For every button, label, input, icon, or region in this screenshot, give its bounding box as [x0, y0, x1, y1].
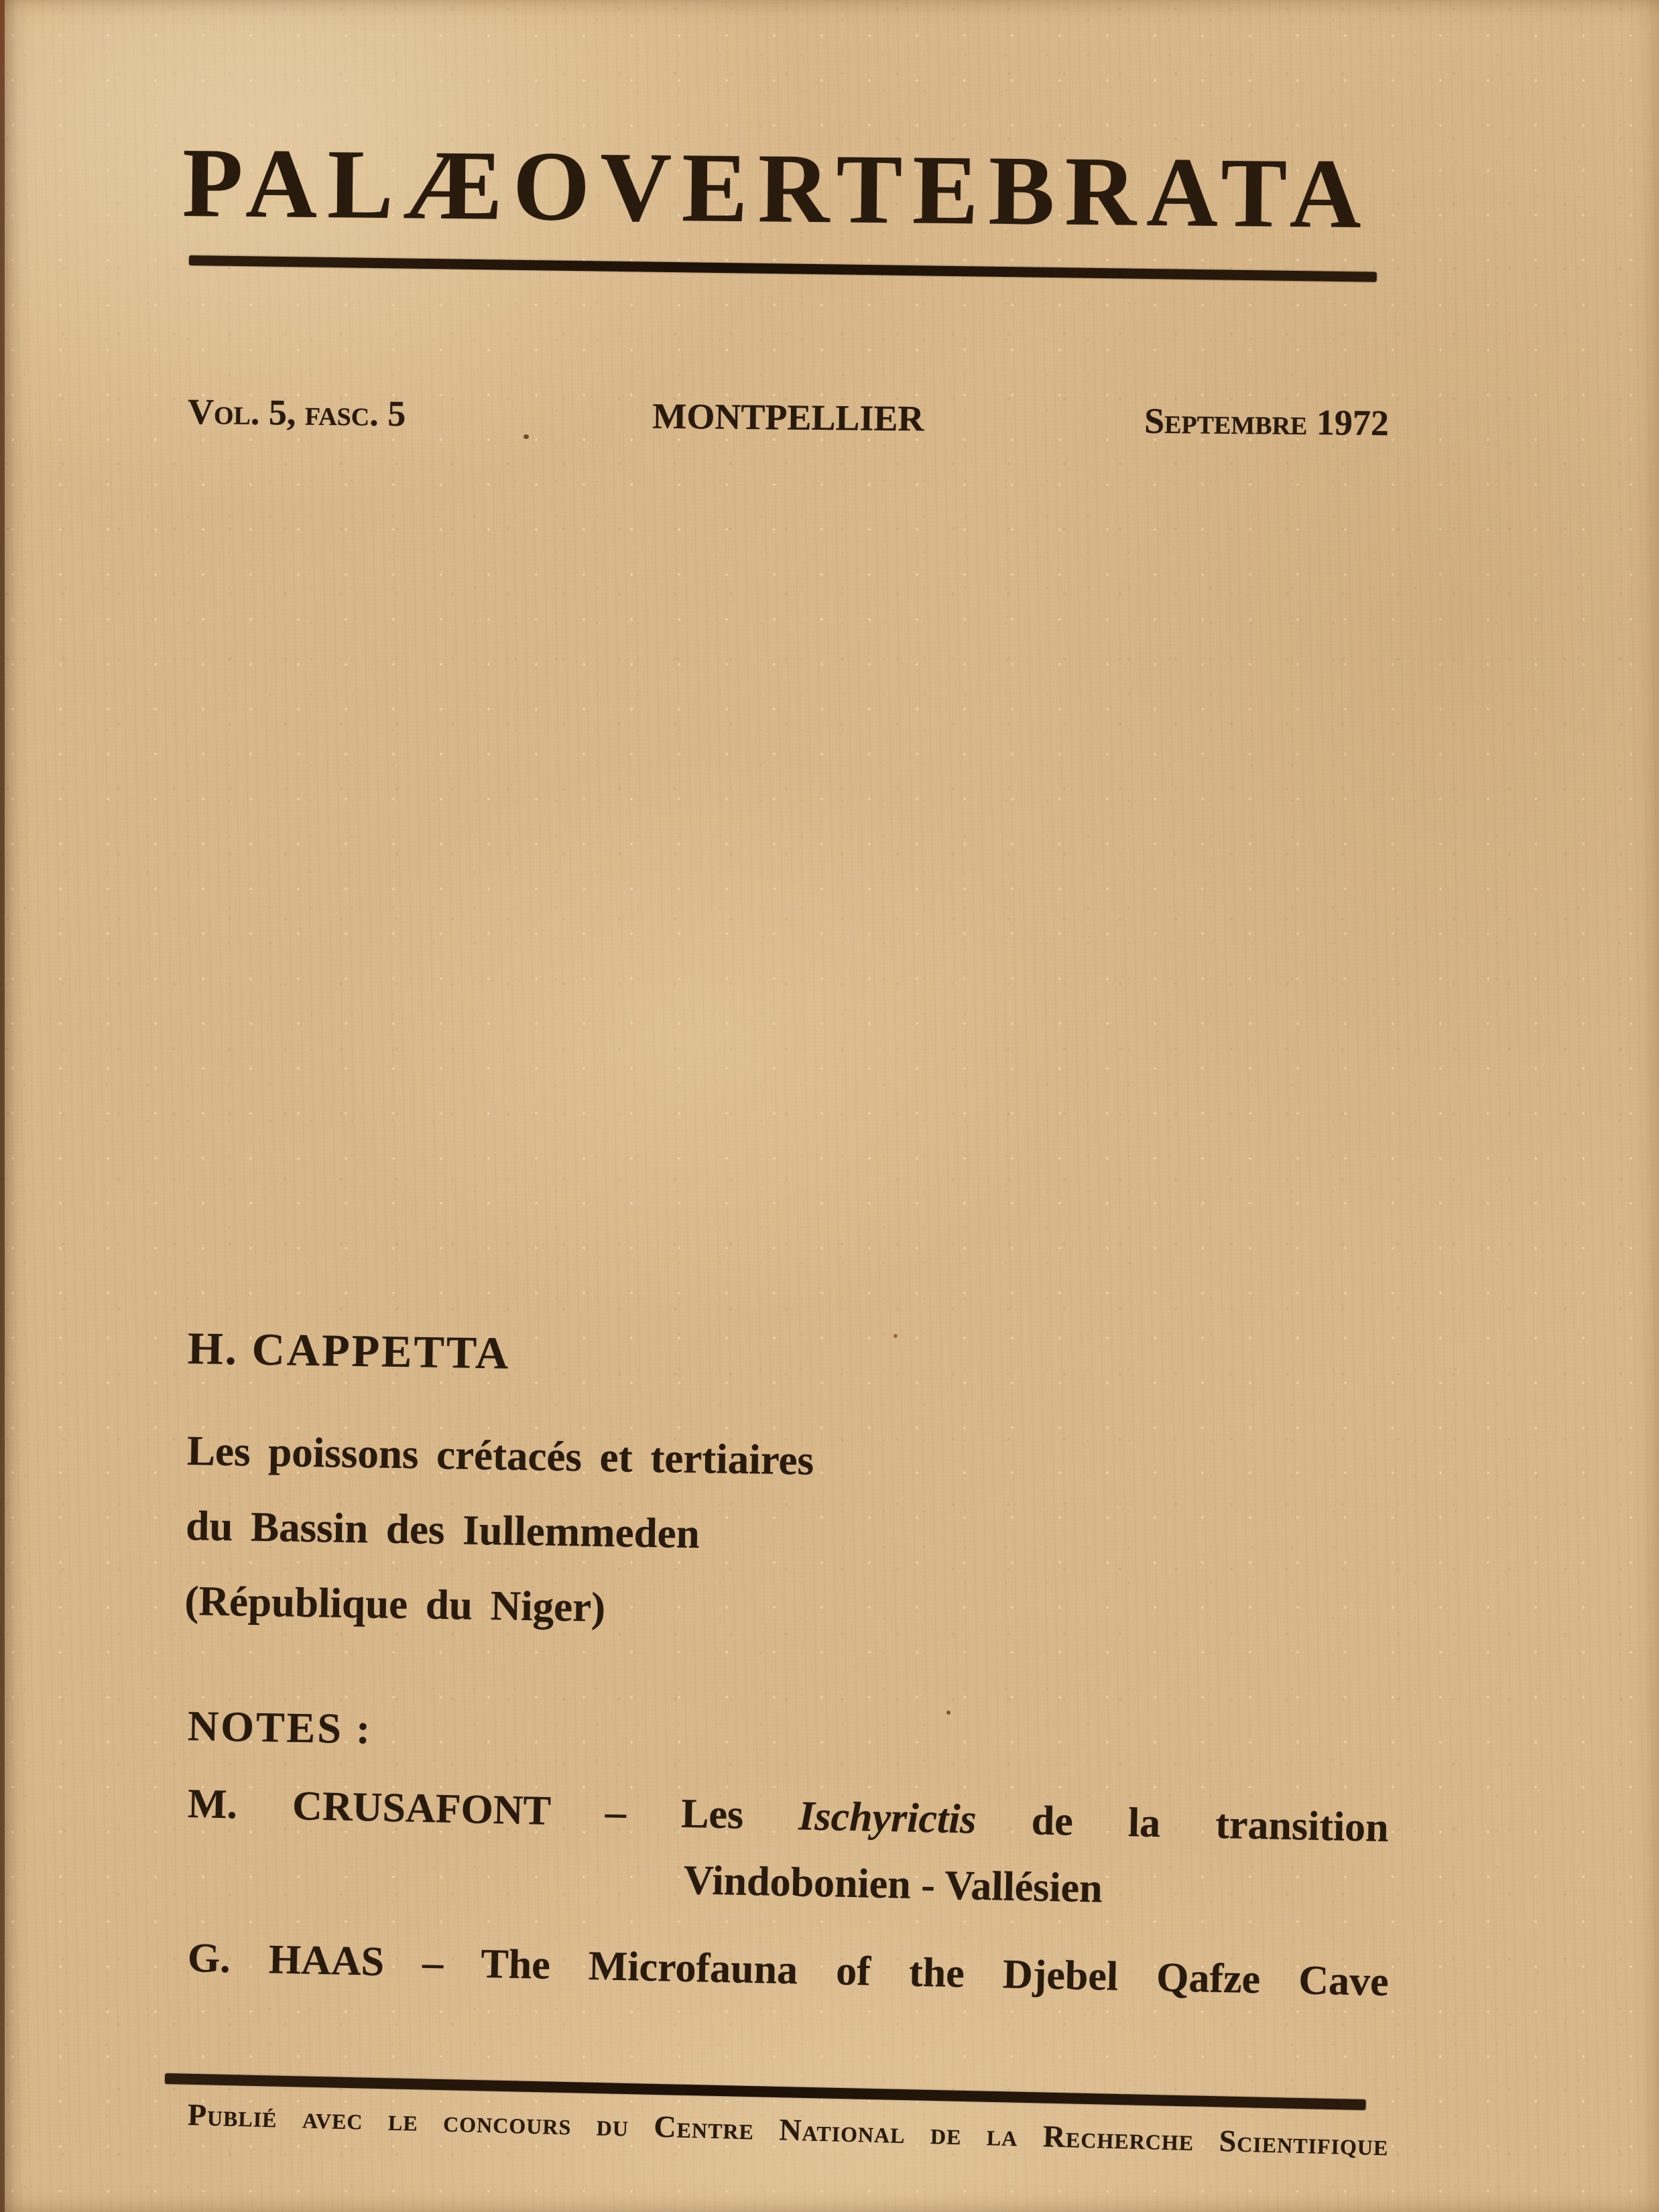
feature-author: H. CAPPETTA: [187, 1323, 511, 1379]
note-entry-crusafont: [187, 1780, 1389, 1852]
note-text: Les: [680, 1790, 744, 1838]
note-author: G. HAAS: [187, 1935, 385, 1985]
journal-title: PALÆOVERTEBRATA: [182, 128, 1372, 250]
footer-imprint: Publié avec le concours du Centre National de la Recherche Scientifique: [187, 2097, 1390, 2162]
ink-speck: [524, 434, 529, 439]
city-label: MONTPELLIER: [652, 395, 924, 439]
note-dash: –: [422, 1940, 444, 1986]
issue-date-label: Septembre 1972: [1144, 400, 1390, 444]
scan-left-edge: [0, 0, 5, 2212]
feature-title-block: [184, 1413, 1193, 1654]
note-text: de la transition: [1031, 1798, 1390, 1851]
note-text: The Microfauna of the Djebel Qafze Cave: [480, 1941, 1390, 2005]
issue-info-line: [188, 391, 1390, 444]
feature-title-line: du Bassin des Iullemmeden: [185, 1501, 700, 1558]
masthead-rule: [189, 255, 1377, 282]
note-author: M. CRUSAFONT: [187, 1781, 551, 1834]
feature-title-line: Les poissons crétacés et tertiaires: [186, 1426, 814, 1484]
volume-fascicle-label: Vol. 5, fasc. 5: [187, 391, 406, 434]
notes-heading: NOTES :: [187, 1702, 373, 1753]
note-entry-crusafont-line2: Vindobonien - Vallésien: [683, 1857, 1103, 1912]
ink-speck: [946, 1711, 950, 1715]
note-entry-haas: [187, 1934, 1389, 2006]
note-text-italic: Ischyrictis: [798, 1793, 977, 1843]
ink-speck: [894, 1334, 898, 1338]
note-dash: –: [605, 1789, 627, 1836]
feature-title-line: (République du Niger): [184, 1577, 606, 1631]
